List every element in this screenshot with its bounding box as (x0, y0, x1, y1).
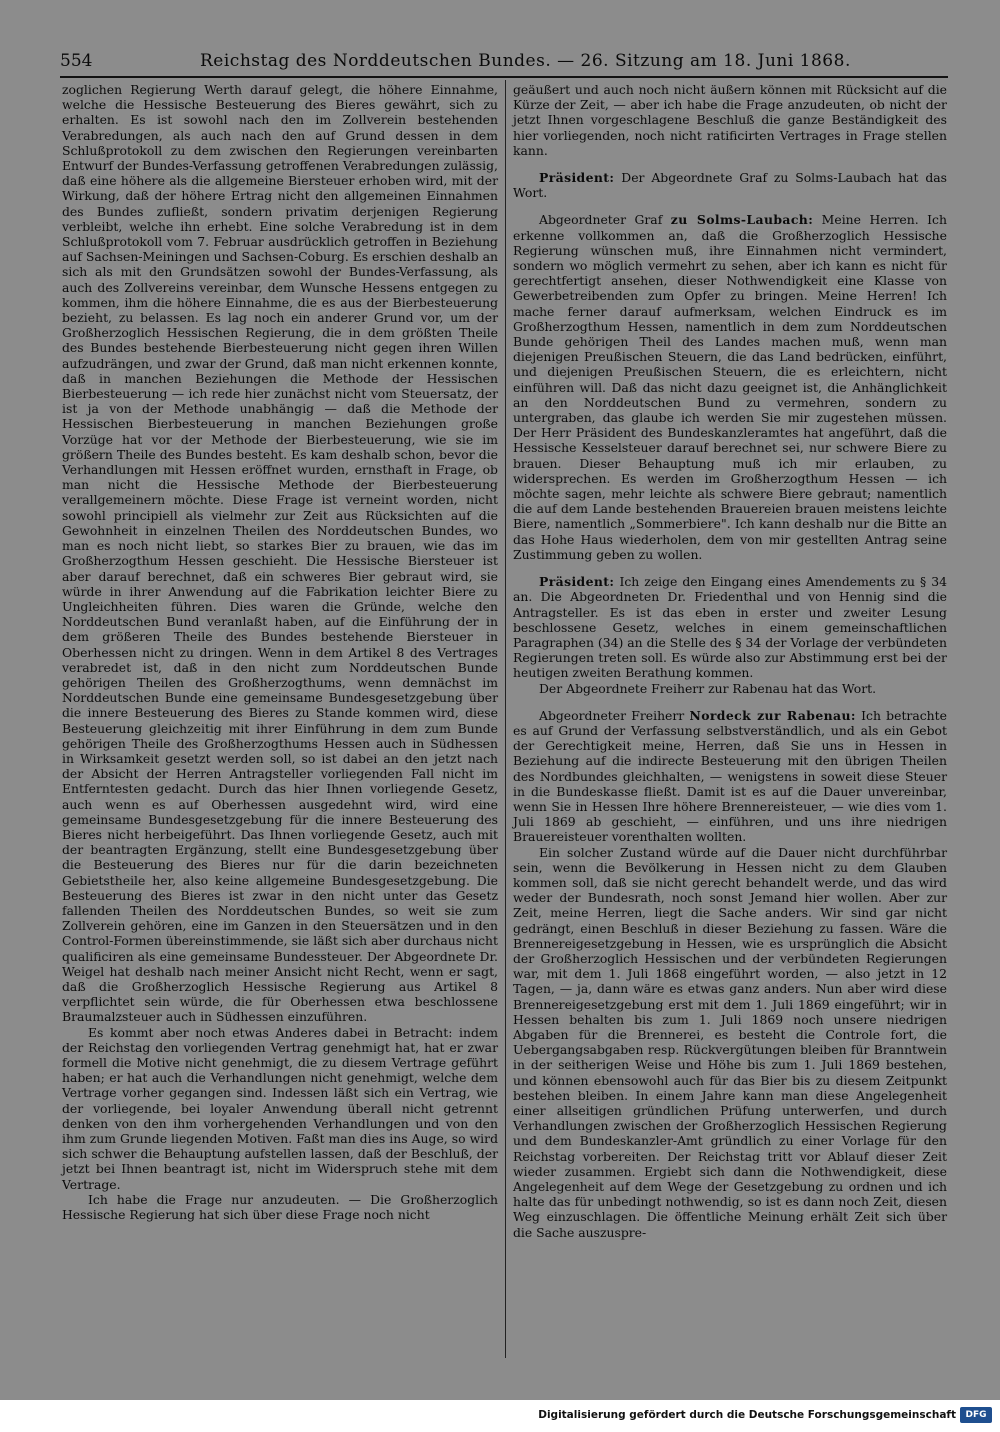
right-column (513, 82, 947, 1240)
speaker-paragraph (513, 212, 947, 562)
paragraph: Ein solcher Zustand würde auf die Dauer nicht durchführbar sein, wenn die Bevölkerung in Hessen nicht zu dem Glauben kommen soll, daß sie nicht gerecht behandelt werde, und das wird weder der Bundesrath, noch sonst Jemand hier wollen. Aber zur Zeit, meine Herren, liegt die Sache anders. Wir sind gar nicht gedrängt, einen Beschluß in dieser Beziehung zu fassen. Wäre die Brennereigesetzgebung in Hessen, wie es ursprünglich die Absicht der Großherzoglich Hessischen und der verbündeten Regierungen war, mit dem 1. Juli 1868 eingeführt worden, — also jetzt in 12 Tagen, — ja, dann wäre es etwas ganz anders. Nun aber wird diese Brennereigesetzgebung erst mit dem 1. Juli 1869 eingeführt; wir in Hessen behalten bis zum 1. Juli 1869 noch unsere niedrigen Abgaben für die Brennerei, es besteht die Controle fort, die Uebergangsabgaben resp. Rückvergütungen bleiben für Branntwein in der seitherigen Weise und Höhe bis zum 1. Juli 1869 bestehen, und können ebensowohl auch für das Bier bis zu diesem Zeitpunkt bestehen bleiben. In einem Jahre kann man diese Angelegenheit einer allseitigen gründlichen Prüfung unterwerfen, und durch Verhandlungen zwischen der Großherzoglich Hessischen Regierung und dem Bundeskanzler-Amt gründlich zu einer Vorlage für den Reichstag vorbereiten. Der Reichstag tritt vor Ablauf dieser Zeit wieder zusammen. Ergiebt sich dann die Nothwendigkeit, diese Angelegenheit auf dem Wege der Gesetzgebung zu ordnen und ich halte das für unbedingt nothwendig, so ist es dann noch Zeit, diesen Weg einzuschlagen. Die öffentliche Meinung erhält Zeit sich über die Sache auszuspre- (513, 844, 947, 1240)
funding-credit: Digitalisierung gefördert durch die Deutsche Forschungsgemeinschaft (538, 1409, 956, 1421)
footer-bar (0, 1400, 1000, 1432)
paragraph: Es kommt aber noch etwas Anderes dabei in Betracht: indem der Reichstag den vorliegenden Vertrag genehmigt hat, hat er zwar formell die Motive nicht genehmigt, die zu diesem Vertrage geführt haben; er hat auch die Verhandlungen nicht genehmigt, welche dem Vertrage vorher gegangen sind. Indessen läßt sich ein Vertrag, wie der vorliegende, bei loyaler Anwendung überall nicht getrennt denken von den ihm vorhergehenden Verhandlungen und von den ihm zum Grunde liegenden Motiven. Faßt man dies ins Auge, so wird sich schwer die Behauptung aufstellen lassen, daß der Beschluß, der jetzt bei Ihnen beantragt ist, nicht im Widerspruch stehe mit dem Vertrage. (62, 1024, 498, 1192)
speaker-paragraph (513, 574, 947, 680)
page-header (60, 48, 940, 74)
paragraph: zoglichen Regierung Werth darauf gelegt, die höhere Einnahme, welche die Hessische Besteuerung des Bieres gewährt, sich zu erhalten. Es ist sowohl nach den im Zollverein bestehenden Verabredungen, als auch nach den auf Grund dessen in dem Schlußprotokoll zu dem zwischen den Regierungen vereinbarten Entwurf der Bundes-Verfassung getroffenen Verabredungen zulässig, daß eine höhere als die allgemeine Biersteuer erhoben wird, mit der Wirkung, daß der höhere Ertrag nicht den allgemeinen Einnahmen des Bundes zufließt, sondern privatim derjenigen Regierung verbleibt, welche ihn erhebt. Eine solche Verabredung ist in dem Schlußprotokoll vom 7. Februar ausdrücklich getroffen in Beziehung auf Sachsen-Meiningen und Sachsen-Coburg. Es erschien deshalb an sich als mit den Grundsätzen sowohl der Bundes-Verfassung, als auch des Zollvereins vereinbar, dem Wunsche Hessens entgegen zu kommen, ihm die höhere Einnahme, die es aus der Bierbesteuerung bezieht, zu belassen. Es lag noch ein anderer Grund vor, um der Großherzoglich Hessischen Regierung, die in dem größten Theile des Bundes bestehende Bierbesteuerung nicht gegen ihren Willen aufzudrängen, und zwar der Grund, daß man nicht erkennen konnte, daß in manchen Beziehungen die Methode der Hessischen Bierbesteuerung — ich rede hier zunächst nicht vom Steuersatz, der ist ja von der Methode unabhängig — daß die Methode der Hessischen Bierbesteuerung in manchen Beziehungen große Vorzüge hat vor der Methode der Bierbesteuerung, wie sie im größern Theile des Bundes besteht. Es kam deshalb schon, bevor die Verhandlungen mit Hessen eröffnet wurden, ernsthaft in Frage, ob man nicht die Hessische Methode der Bierbesteuerung verallgemeinern möchte. Diese Frage ist verneint worden, nicht sowohl principiell als vielmehr zur Zeit aus Rücksichten auf die Gewohnheit in einzelnen Theilen des Norddeutschen Bundes, wo man es noch nicht liebt, so starkes Bier zu brauen, wie das im Großherzogthum Hessen geschieht. Die Hessische Biersteuer ist aber darauf berechnet, daß ein schweres Bier gebraut wird, sie würde in ihrer Anwendung auf die Fabrikation leichter Biere zu Ungleichheiten führen. Dies waren die Gründe, welche den Norddeutschen Bund veranlaßt haben, auf die Einführung der in dem größeren Theile des Bundes bestehende Biersteuer in Oberhessen nicht zu dringen. Wenn in dem Artikel 8 des Vertrages verabredet ist, daß in den nicht zum Norddeutschen Bunde gehörigen Theilen des Großherzogthums, wenn demnächst im Norddeutschen Bunde eine gemeinsame Bundesgesetzgebung über die innere Besteuerung des Bieres zu Stande kommen wird, diese Besteuerung gleichzeitig mit ihrer Einführung in dem zum Bunde gehörigen Theile des Großherzogthums Hessen auch in Südhessen in Wirksamkeit gesetzt werden soll, so ist dabei an den jetzt nach der Absicht der Herren Antragsteller vorliegenden Fall nicht im Entferntesten gedacht. Durch das hier Ihnen vorliegende Gesetz, auch wenn es auf Oberhessen ausgedehnt wird, wird eine gemeinsame Bundesgesetzgebung für die innere Besteuerung des Bieres nicht herbeigeführt. Das Ihnen vorliegende Gesetz, auch mit der beantragten Ergänzung, stellt eine Bundesgesetzgebung über die Besteuerung des Bieres nur für die darin bezeichneten Gebietstheile her, also keine allgemeine Bundesgesetzgebung. Die Besteuerung des Bieres ist zwar in den nicht unter das Gesetz fallenden Theilen des Norddeutschen Bundes, so weit sie zum Zollverein gehören, eine im Ganzen in den Steuersätzen und in den Control-Formen übereinstimmende, sie läßt sich aber durchaus nicht qualificiren als eine gemeinsame Bundessteuer. Der Abgeordnete Dr. Weigel hat deshalb nach meiner Ansicht nicht Recht, wenn er sagt, daß die Großherzoglich Hessische Regierung aus Artikel 8 verpflichtet sein würde, die für Oberhessen etwa beschlossene Braumalzsteuer auch in Südhessen einzuführen. (62, 82, 498, 1025)
speaker-name: Nordeck zur Rabenau: (689, 707, 856, 723)
speech-text: Ich betrachte es auf Grund der Verfassung selbstverständlich, und als ein Gebot der Gerechtigkeit meine, Herren, daß Sie uns in Hessen in Beziehung auf die indirecte Besteuerung mit den übrigen Theilen des Nordbundes gleichhalten, — wenigstens in soweit diese Steuer in die Bundeskasse fließt. Damit ist es auf die Dauer unvereinbar, wenn Sie in Hessen Ihre höhere Brennereisteuer, — wie dies vom 1. Juli 1869 ab geschieht, — einführen, und uns ihre niedrigen Brauereisteuer vorenthalten wollten. (513, 707, 947, 845)
speaker-name: zu Solms-Laubach: (670, 212, 814, 228)
speech-text: Ich zeige den Eingang eines Amendements zu § 34 an. Die Abgeordneten Dr. Friedenthal und von Hennig sind die Antragsteller. Es ist das eben in erster und zweiter Lesung beschlossene Gesetz, welches in einem gemeinschaftlichen Paragraphen (34) an die Stelle des § 34 der Vorlage der verbündeten Regierungen treten soll. Es würde also zur Abstimmung erst bei der heutigen zweiten Berathung kommen. (513, 574, 947, 681)
speaker-name: Präsident: (539, 574, 615, 590)
speaker-paragraph (513, 708, 947, 845)
page-number: 554 (60, 51, 93, 71)
speech-text: Meine Herren. Ich erkenne vollkommen an, daß die Großherzoglich Hessische Regierung wünschen muß, ihre Einnahmen nicht vermindert, sondern wo möglich vermehrt zu sehen, aber ich kann es nicht für gerechtfertigt ansehen, dieser Nothwendigkeit eine Klasse von Gewerbetreibenden zum Opfer zu bringen. Meine Herren! Ich mache ferner darauf aufmerksam, welchen Eindruck es im Großherzogthum Hessen, namentlich in dem zum Norddeutschen Bunde gehörigen Theil des Landes machen muß, wenn man diejenigen Preußischen Steuern, die das Land bedrücken, einführt, und diejenigen Preußischen Steuern, die es erleichtern, nicht einführen will. Daß das nicht dazu geeignet ist, die Anhänglichkeit an den Norddeutschen Bund zu vermehren, sondern zu untergraben, das glaube ich werden Sie mir zugestehen müssen. Der Herr Präsident des Bundeskanzleramtes hat angeführt, daß die Hessische Kesselsteuer darauf berechnet sei, nur schwere Biere zu brauen. Dieser Behauptung muß ich mir erlauben, zu widersprechen. Es werden im Großherzogthum Hessen — ich möchte sagen, mehr leichte als schwere Biere gebraut; namentlich die auf dem Lande bestehenden Brauereien brauen meistens leichte Biere, namentlich „Sommerbiere". Ich kann deshalb nur die Bitte an das Hohe Haus wiederholen, dem von mir gestellten Antrag seine Zustimmung geben zu wollen. (513, 212, 947, 562)
header-rule (60, 76, 948, 78)
speaker-paragraph (513, 170, 947, 200)
speaker-name: Präsident: (539, 170, 615, 186)
speaker-title: Abgeordneter Graf (539, 212, 663, 228)
page-title: Reichstag des Norddeutschen Bundes. — 26. Sitzung am 18. Juni 1868. (200, 51, 851, 71)
paragraph: geäußert und auch noch nicht äußern können mit Rücksicht auf die Kürze der Zeit, — aber ich habe die Frage anzudeuten, ob nicht der jetzt Ihnen vorgeschlagene Beschluß die ganze Beständigkeit des hier vorliegenden, noch nicht ratificirten Vertrages in Frage stellen kann. (513, 82, 947, 158)
speech-text: Der Abgeordnete Graf zu Solms-Laubach hat das Wort. (513, 170, 947, 201)
paragraph: Ich habe die Frage nur anzudeuten. — Die Großherzoglich Hessische Regierung hat sich über diese Frage noch nicht (62, 1191, 498, 1223)
speaker-title: Abgeordneter Freiherr (539, 707, 685, 723)
left-column (62, 82, 498, 1222)
dfg-logo: DFG (960, 1407, 992, 1423)
column-divider (505, 80, 506, 1358)
paragraph: Der Abgeordnete Freiherr zur Rabenau hat das Wort. (539, 680, 877, 696)
